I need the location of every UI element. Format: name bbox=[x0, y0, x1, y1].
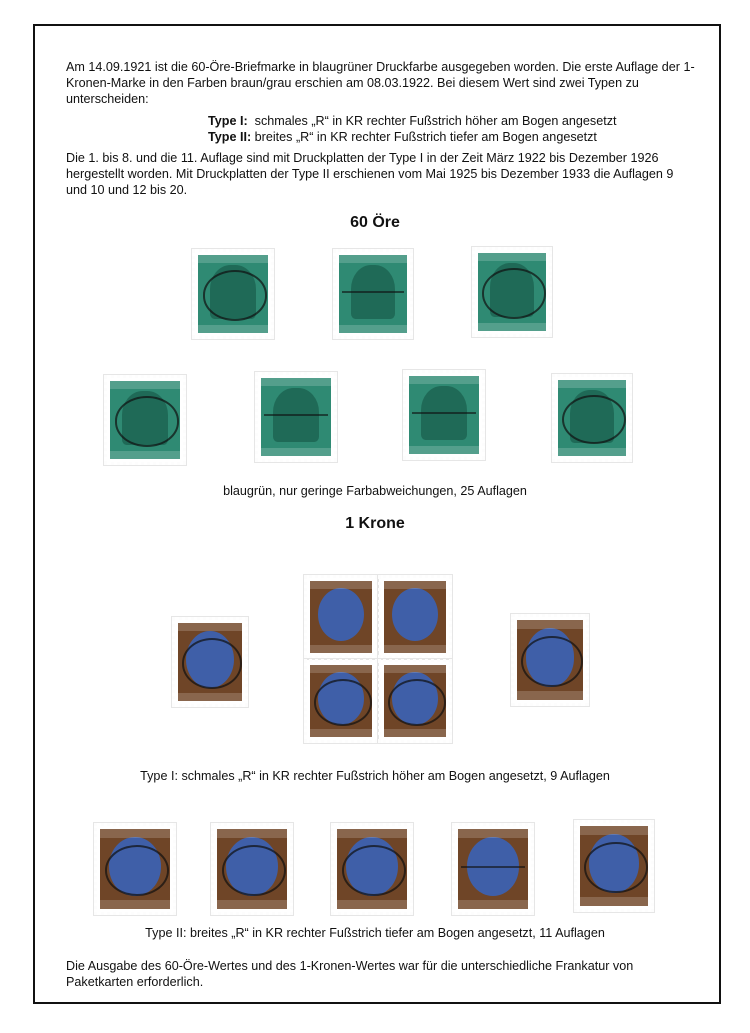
stamp-60-ore bbox=[255, 372, 337, 462]
caption-type-2: Type II: breites „R“ in KR rechter Fußstrich tiefer am Bogen angesetzt, 11 Auflagen bbox=[145, 926, 605, 940]
type-1-line bbox=[208, 113, 708, 129]
stamp-1-krone bbox=[574, 820, 654, 912]
stamp-1-krone bbox=[452, 823, 534, 915]
stamp-1-krone-block bbox=[304, 575, 378, 659]
stamp-1-krone-block bbox=[378, 575, 452, 659]
section-title-1-krone: 1 Krone bbox=[345, 515, 405, 532]
stamp-1-krone-block bbox=[378, 659, 452, 743]
stamp-1-krone bbox=[511, 614, 589, 706]
intro-paragraph: Am 14.09.1921 ist die 60-Öre-Briefmarke in blaugrüner Druckfarbe ausgegeben worden. Die erste Auflage der 1-Kronen-Marke in den Farben braun/grau erschien am 08.03.1922. Bei diesem Wert sind zwei Typen zu unterscheiden: bbox=[66, 60, 695, 106]
caption-60-ore: blaugrün, nur geringe Farbabweichungen, 25 Auflagen bbox=[223, 484, 527, 498]
stamp-1-krone bbox=[172, 617, 248, 707]
type-1-label: Type I: bbox=[208, 114, 248, 128]
stamp-1-krone bbox=[211, 823, 293, 915]
type-2-line bbox=[208, 129, 708, 145]
type-2-text: breites „R“ in KR rechter Fußstrich tiefer am Bogen angesetzt bbox=[254, 130, 597, 144]
closing-paragraph: Die Ausgabe des 60-Öre-Wertes und des 1-Kronen-Wertes war für die unterschiedliche Frankatur von Paketkarten erforderlich. bbox=[66, 959, 634, 989]
stamp-60-ore bbox=[192, 249, 274, 339]
caption-type-1: Type I: schmales „R“ in KR rechter Fußstrich höher am Bogen angesetzt, 9 Auflagen bbox=[140, 769, 610, 783]
stamp-1-krone bbox=[94, 823, 176, 915]
stamp-1-krone bbox=[331, 823, 413, 915]
type-2-label: Type II: bbox=[208, 130, 252, 144]
stamp-60-ore bbox=[104, 375, 186, 465]
stamp-1-krone-block bbox=[304, 659, 378, 743]
stamp-60-ore bbox=[552, 374, 632, 462]
section-title-60-ore: 60 Öre bbox=[350, 214, 400, 231]
stamp-60-ore bbox=[403, 370, 485, 460]
stamp-60-ore bbox=[333, 249, 413, 339]
type-definitions bbox=[208, 113, 708, 145]
printing-plates-paragraph: Die 1. bis 8. und die 11. Auflage sind mit Druckplatten der Type I in der Zeit März 1922 bis Dezember 1926 hergestellt worden. Mit Druckplatten der Type II erschienen vom Mai 1925 bis Dezember 1933 die Auflagen 9 und 10 und 12 bis 20. bbox=[66, 151, 674, 197]
stamp-60-ore bbox=[472, 247, 552, 337]
type-1-text: schmales „R“ in KR rechter Fußstrich höher am Bogen angesetzt bbox=[254, 114, 617, 128]
